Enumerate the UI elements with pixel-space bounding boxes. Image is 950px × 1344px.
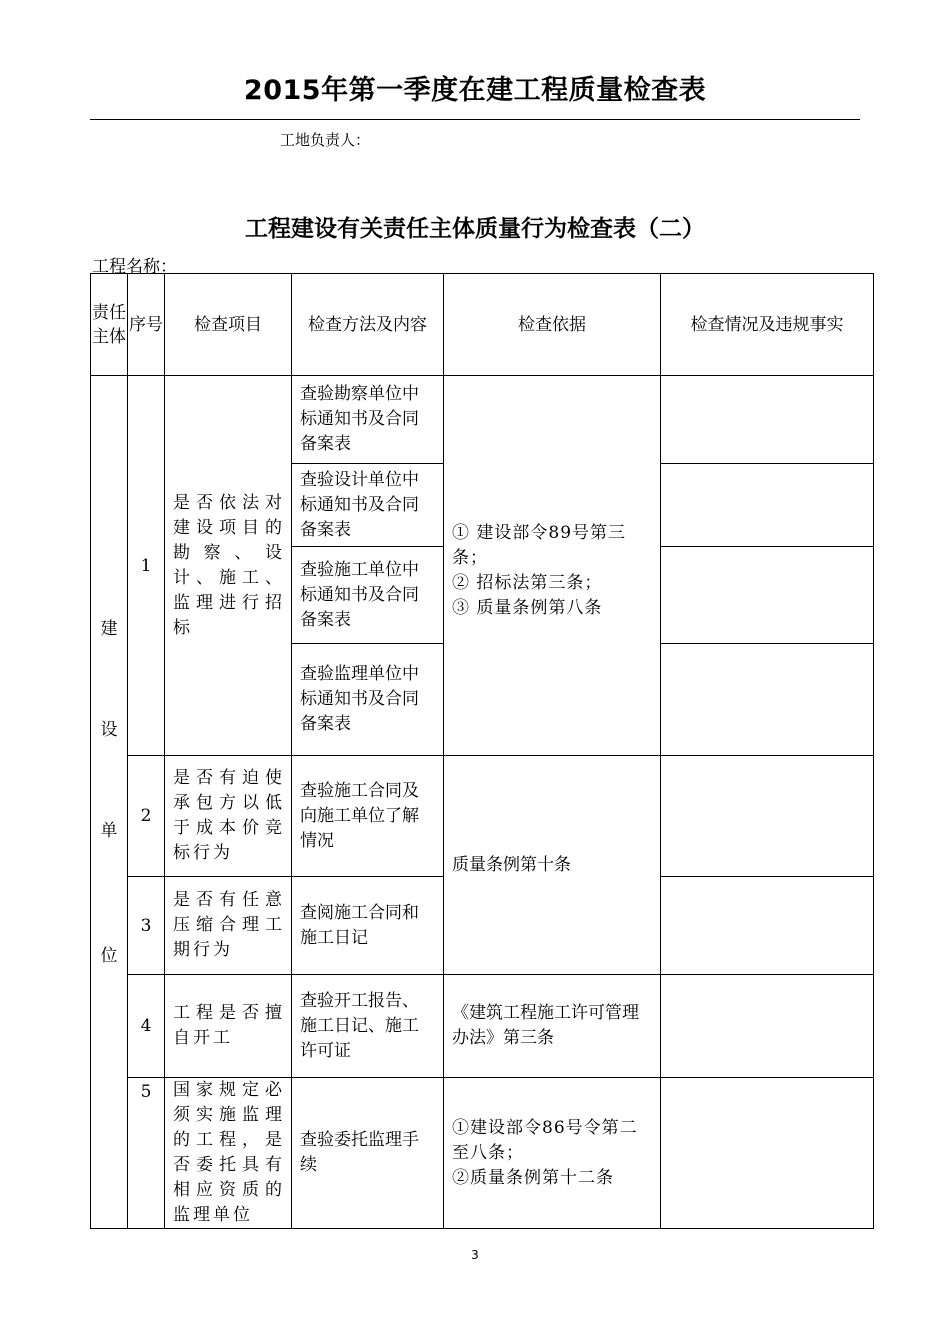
page-number: 3 [471,1248,479,1262]
table-row [91,756,874,877]
project-name-label: 工程名称： [92,257,177,277]
seq-cell: 4 [128,975,165,1078]
header-method: 检查方法及内容 [292,274,444,376]
basis-text: ① 建设部令89号第三条； ② 招标法第三条； ③ 质量条例第八条 [452,522,627,618]
facts-cell [661,975,874,1078]
method-cell: 查验开工报告、施工日记、施工许可证 [292,975,444,1078]
item-cell: 是否有任意压缩合理工期行为 [165,877,292,975]
facts-cell [661,877,874,975]
table-title: 工程建设有关责任主体质量行为检查表（二） [245,216,705,242]
subject-char: 设 [100,720,118,740]
table-row [91,1078,874,1229]
header-subject: 责任主体 [91,274,128,376]
header-item: 检查项目 [165,274,292,376]
seq-cell: 5 [128,1078,165,1229]
method-cell: 查验勘察单位中标通知书及合同备案表 [292,376,444,464]
facts-cell [661,756,874,877]
header-row [91,274,874,376]
facts-cell [661,376,874,464]
basis-cell: 质量条例第十条 [444,756,661,975]
item-cell: 国家规定必须实施监理的工程，是否委托具有相应资质的监理单位 [165,1078,292,1229]
subject-cell [91,376,128,1229]
header-facts: 检查情况及违规事实 [661,274,874,376]
method-cell: 查阅施工合同和施工日记 [292,877,444,975]
method-cell: 查验施工合同及向施工单位了解情况 [292,756,444,877]
item-cell: 工程是否擅自开工 [165,975,292,1078]
header-basis: 检查依据 [444,274,661,376]
basis-text: ①建设部令86号令第二至八条； ②质量条例第十二条 [452,1117,638,1188]
seq-cell: 3 [128,877,165,975]
method-cell: 查验设计单位中标通知书及合同备案表 [292,464,444,547]
item-cell: 是否有迫使承包方以低于成本价竞标行为 [165,756,292,877]
facts-cell [661,464,874,547]
facts-cell [661,1078,874,1229]
subject-char: 单 [100,821,118,841]
subject-char: 位 [100,946,118,966]
method-cell: 查验委托监理手续 [292,1078,444,1229]
method-cell: 查验施工单位中标通知书及合同备案表 [292,547,444,644]
basis-cell: 《建筑工程施工许可管理办法》第三条 [444,975,661,1078]
site-head-label: 工地负责人： [280,131,371,149]
main-title: 2015年第一季度在建工程质量检查表 [243,75,707,106]
basis-cell [444,376,661,756]
subject-char: 建 [100,619,118,639]
table-row [91,376,874,464]
seq-cell: 2 [128,756,165,877]
facts-cell [661,547,874,644]
item-cell: 是否依法对建设项目的勘察、设计、施工、监理进行招标 [165,376,292,756]
basis-cell [444,1078,661,1229]
table-row [91,975,874,1078]
method-cell: 查验监理单位中标通知书及合同备案表 [292,644,444,756]
seq-cell: 1 [128,376,165,756]
facts-cell [661,644,874,756]
inspection-table [90,273,874,1229]
title-divider [90,119,860,120]
header-seq: 序号 [128,274,165,376]
